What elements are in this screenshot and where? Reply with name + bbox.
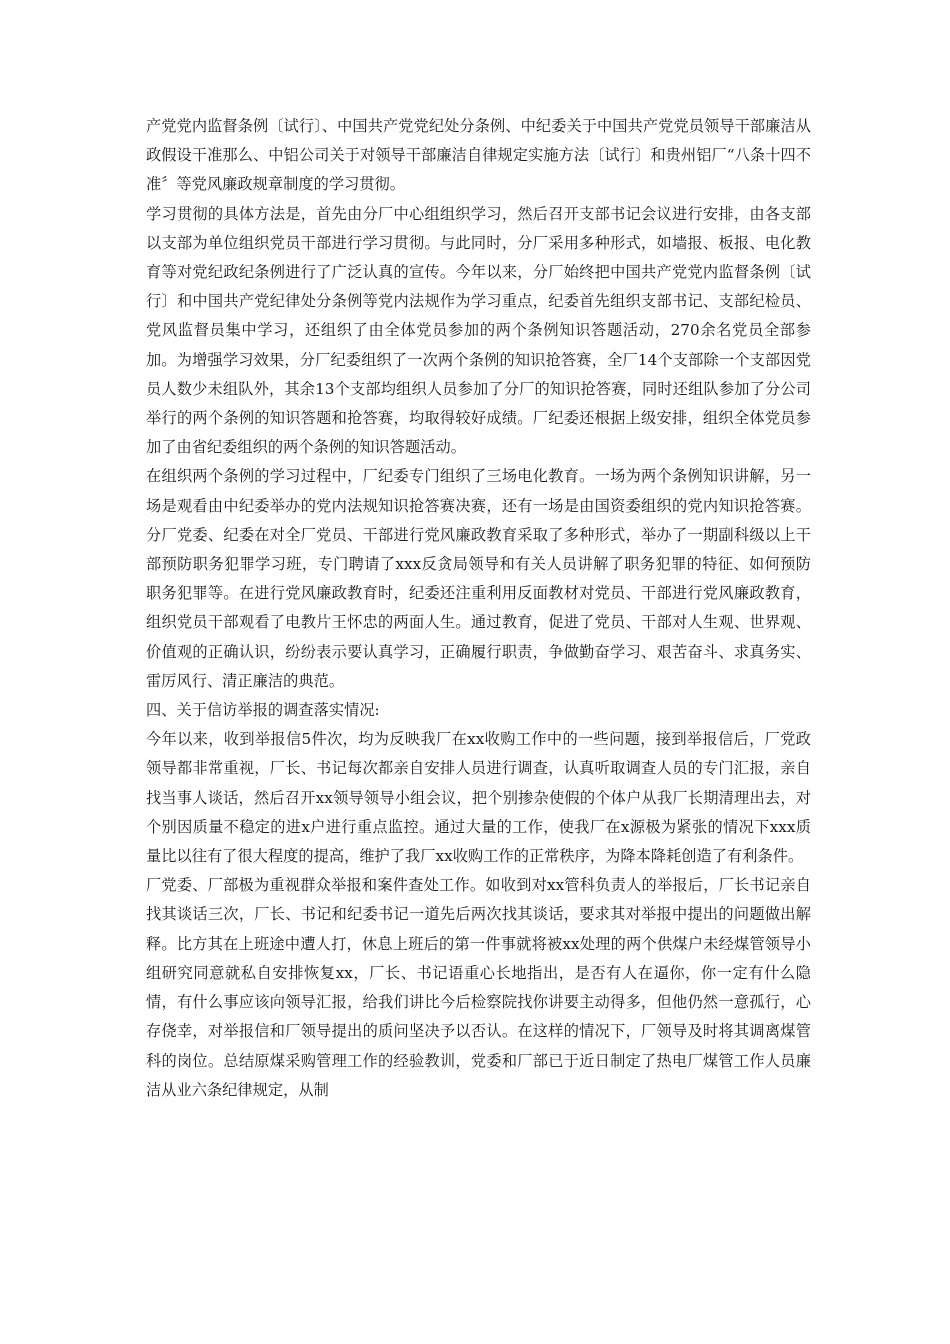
- document-page: [146, 112, 811, 1105]
- paragraph-1: 产党党内监督条例〔试行〕、中国共产党党纪处分条例、中纪委关于中国共产党党员领导干部廉洁从政假设干准那么、中铝公司关于对领导干部廉洁自律规定实施方法〔试行〕和贵州铝厂“八条十四不准〞等党风廉政规章制度的学习贯彻。: [146, 117, 811, 194]
- paragraph-2: 学习贯彻的具体方法是，首先由分厂中心组组织学习，然后召开支部书记会议进行安排，由各支部以支部为单位组织党员干部进行学习贯彻。与此同时，分厂采用多种形式，如墙报、板报、电化教育等对党纪政纪条例进行了广泛认真的宣传。今年以来，分厂始终把中国共产党党内监督条例〔试行〕和中国共产党纪律处分条例等党内法规作为学习重点，纪委首先组织支部书记、支部纪检员、党风监督员集中学习，还组织了由全体党员参加的两个条例知识答题活动，270余名党员全部参加。为增强学习效果，分厂纪委组织了一次两个条例的知识抢答赛，全厂14个支部除一个支部因党员人数少未组队外，其余13个支部均组织人员参加了分厂的知识抢答赛，同时还组队参加了分公司举行的两个条例的知识答题和抢答赛，均取得较好成绩。厂纪委还根据上级安排，组织全体党员参加了由省纪委组织的两个条例的知识答题活动。: [146, 204, 811, 457]
- paragraph-5: 厂党委、厂部极为重视群众举报和案件查处工作。如收到对xx管科负责人的举报后，厂长书记亲自找其谈话三次，厂长、书记和纪委书记一道先后两次找其谈话，要求其对举报中提出的问题做出解释。比方其在上班途中遭人打，休息上班后的第一件事就将被xx处理的两个供煤户未经煤管领导小组研究同意就私自安排恢复xx，厂长、书记语重心长地指出，是否有人在逼你，你一定有什么隐情，有什么事应该向领导汇报，给我们讲比今后检察院找你讲要主动得多，但他仍然一意孤行，心存侥幸，对举报信和厂领导提出的质问坚决予以否认。在这样的情况下，厂领导及时将其调离煤管科的岗位。总结原煤采购管理工作的经验教训，党委和厂部已于近日制定了热电厂煤管工作人员廉洁从业六条纪律规定，从制: [146, 876, 811, 1099]
- paragraph-4: 今年以来，收到举报信5件次，均为反映我厂在xx收购工作中的一些问题，接到举报信后，厂党政领导都非常重视，厂长、书记每次都亲自安排人员进行调查，认真听取调查人员的专门汇报，亲自找当事人谈话，然后召开xx领导领导小组会议，把个别掺杂使假的个体户从我厂长期清理出去，对个别因质量不稳定的进x户进行重点监控。通过大量的工作，使我厂在x源极为紧张的情况下xxx质量比以往有了很大程度的提高，维护了我厂xx收购工作的正常秩序，为降本降耗创造了有利条件。: [146, 730, 811, 866]
- section-heading: 四、关于信访举报的调查落实情况:: [146, 701, 380, 720]
- paragraph-3: 在组织两个条例的学习过程中，厂纪委专门组织了三场电化教育。一场为两个条例知识讲解，另一场是观看由中纪委举办的党内法规知识抢答赛决赛，还有一场是由国资委组织的党内知识抢答赛。分厂党委、纪委在对全厂党员、干部进行党风廉政教育采取了多种形式，举办了一期副科级以上干部预防职务犯罪学习班，专门聘请了xxx反贪局领导和有关人员讲解了职务犯罪的特征、如何预防职务犯罪等。在进行党风廉政教育时，纪委还注重利用反面教材对党员、干部进行党风廉政教育，组织党员干部观看了电教片王怀忠的两面人生。通过教育，促进了党员、干部对人生观、世界观、价值观的正确认识，纷纷表示要认真学习，正确履行职责，争做勤奋学习、艰苦奋斗、求真务实、雷厉风行、清正廉洁的典范。: [146, 467, 811, 690]
